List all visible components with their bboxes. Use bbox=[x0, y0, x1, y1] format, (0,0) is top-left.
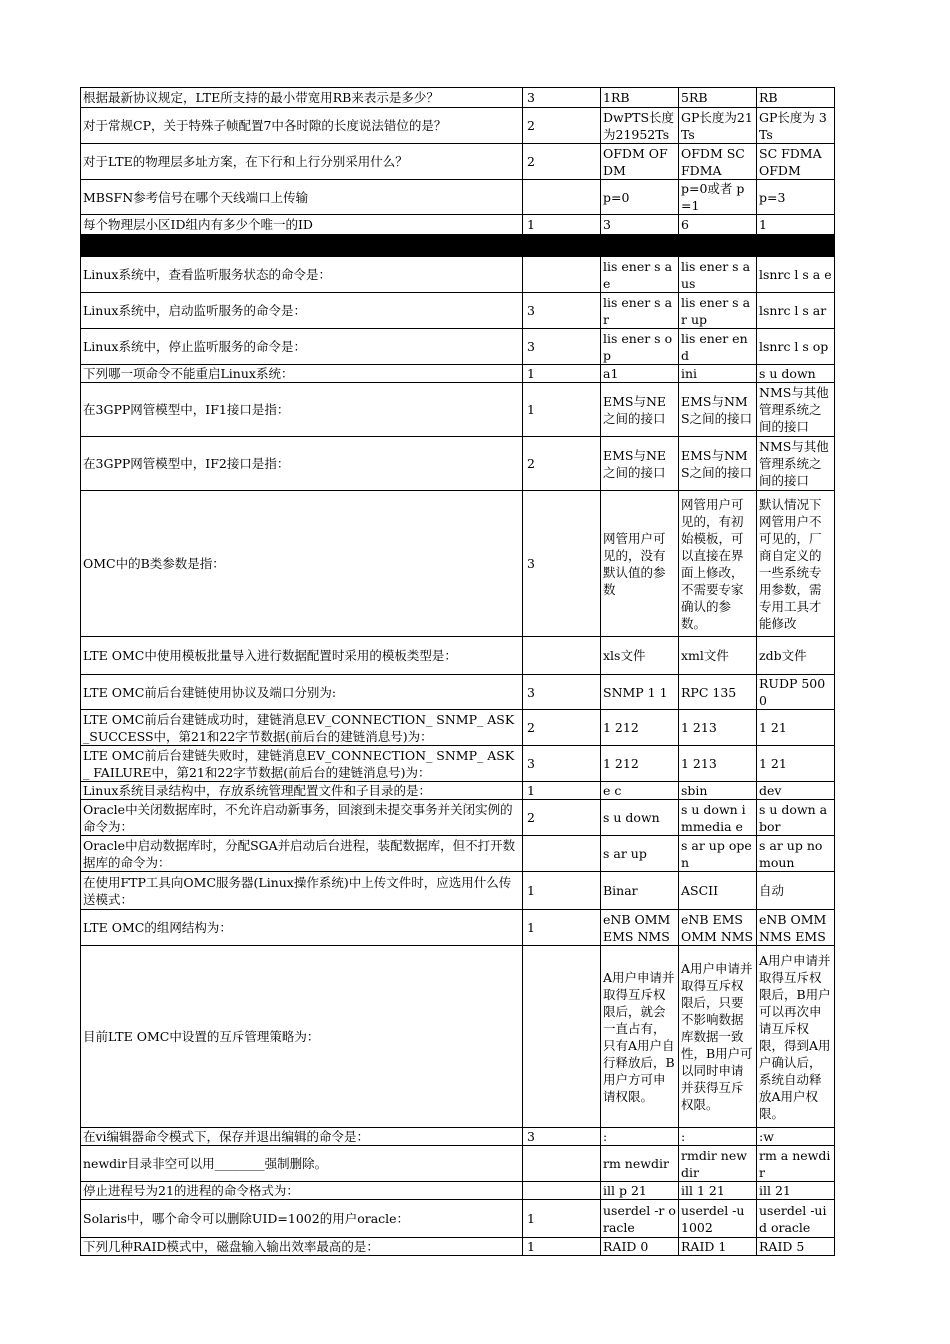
option-b-cell: OFDM SC FDMA bbox=[679, 144, 757, 180]
question-cell: MBSFN参考信号在哪个天线端口上传输 bbox=[81, 180, 523, 215]
option-a-cell: xls文件 bbox=[601, 637, 679, 675]
option-b-cell: ini bbox=[679, 365, 757, 383]
answer-number-cell bbox=[523, 1146, 601, 1182]
option-b-cell: ASCII bbox=[679, 872, 757, 910]
answer-number-cell: 1 bbox=[523, 215, 601, 235]
answer-number-cell: 1 bbox=[523, 383, 601, 437]
option-b-cell: 1 213 bbox=[679, 710, 757, 746]
answer-number-cell: 2 bbox=[523, 710, 601, 746]
table-row bbox=[81, 491, 835, 637]
option-b-cell: sbin bbox=[679, 782, 757, 800]
option-a-cell: a1 bbox=[601, 365, 679, 383]
option-b-cell: : bbox=[679, 1128, 757, 1146]
option-b-cell: p=0或者 p=1 bbox=[679, 180, 757, 215]
table-row bbox=[81, 782, 835, 800]
answer-number-cell bbox=[523, 180, 601, 215]
option-c-cell: ill 21 bbox=[757, 1182, 835, 1200]
question-cell: Linux系统中，停止监听服务的命令是： bbox=[81, 329, 523, 365]
answer-number-cell bbox=[523, 1182, 601, 1200]
option-b-cell: s u down immedia e bbox=[679, 800, 757, 836]
table-row bbox=[81, 108, 835, 144]
option-c-cell: dev bbox=[757, 782, 835, 800]
table-row bbox=[81, 215, 835, 235]
option-c-cell: 1 bbox=[757, 215, 835, 235]
option-b-cell: userdel -u 1002 bbox=[679, 1200, 757, 1238]
option-c-cell: 自动 bbox=[757, 872, 835, 910]
option-c-cell: SC FDMA OFDM bbox=[757, 144, 835, 180]
table-row bbox=[81, 437, 835, 491]
question-cell: Oracle中关闭数据库时，不允许启动新事务，回滚到未提交事务并关闭实例的命令为： bbox=[81, 800, 523, 836]
table-row bbox=[81, 1128, 835, 1146]
question-cell: 在3GPP网管模型中，IF1接口是指： bbox=[81, 383, 523, 437]
table-row bbox=[81, 365, 835, 383]
answer-number-cell: 1 bbox=[523, 1238, 601, 1256]
option-a-cell: p=0 bbox=[601, 180, 679, 215]
table-row bbox=[81, 1182, 835, 1200]
option-a-cell: EMS与NE之间的接口 bbox=[601, 383, 679, 437]
option-b-cell: RAID 1 bbox=[679, 1238, 757, 1256]
option-a-cell: RAID 0 bbox=[601, 1238, 679, 1256]
option-c-cell: s u down abor bbox=[757, 800, 835, 836]
table-row bbox=[81, 710, 835, 746]
option-c-cell: rm a newdir bbox=[757, 1146, 835, 1182]
option-c-cell: 1 21 bbox=[757, 710, 835, 746]
option-b-cell: EMS与NMS之间的接口 bbox=[679, 383, 757, 437]
question-cell: OMC中的B类参数是指： bbox=[81, 491, 523, 637]
question-cell: Linux系统目录结构中，存放系统管理配置文件和子目录的是： bbox=[81, 782, 523, 800]
option-b-cell: A用户申请并取得互斥权限后，只要不影响数据库数据一致性，B用户可以同时申请并获得互斥权限。 bbox=[679, 946, 757, 1128]
option-a-cell bbox=[601, 235, 679, 257]
question-cell: LTE OMC前后台建链使用协议及端口分别为: bbox=[81, 675, 523, 710]
option-c-cell: p=3 bbox=[757, 180, 835, 215]
option-a-cell: DwPTS长度为21952Ts bbox=[601, 108, 679, 144]
answer-number-cell bbox=[523, 946, 601, 1128]
question-cell: 下列哪一项命令不能重启Linux系统： bbox=[81, 365, 523, 383]
option-a-cell: 1RB bbox=[601, 88, 679, 108]
option-a-cell: 网管用户可见的，没有默认值的参数 bbox=[601, 491, 679, 637]
option-c-cell: lsnrc l s op bbox=[757, 329, 835, 365]
table-row bbox=[81, 257, 835, 293]
option-c-cell: lsnrc l s ar bbox=[757, 293, 835, 329]
table-row bbox=[81, 1238, 835, 1256]
answer-number-cell: 3 bbox=[523, 746, 601, 782]
question-cell: newdir目录非空可以用________强制删除。 bbox=[81, 1146, 523, 1182]
answer-number-cell: 3 bbox=[523, 329, 601, 365]
option-a-cell: e c bbox=[601, 782, 679, 800]
option-b-cell: 网管用户可见的，有初始模板，可以直接在界面上修改，不需要专家确认的参数。 bbox=[679, 491, 757, 637]
option-c-cell: eNB OMM NMS EMS bbox=[757, 910, 835, 946]
answer-number-cell bbox=[523, 235, 601, 257]
option-a-cell: lis ener s ar bbox=[601, 293, 679, 329]
option-c-cell: RB bbox=[757, 88, 835, 108]
option-a-cell: s u down bbox=[601, 800, 679, 836]
table-row bbox=[81, 800, 835, 836]
table-row bbox=[81, 383, 835, 437]
option-b-cell: RPC 135 bbox=[679, 675, 757, 710]
question-cell: 下列几种RAID模式中，磁盘输入输出效率最高的是： bbox=[81, 1238, 523, 1256]
option-c-cell: zdb文件 bbox=[757, 637, 835, 675]
option-a-cell: 3 bbox=[601, 215, 679, 235]
option-b-cell bbox=[679, 235, 757, 257]
option-a-cell: A用户申请并取得互斥权限后，就会一直占有，只有A用户自行释放后，B用户方可申请权限。 bbox=[601, 946, 679, 1128]
option-b-cell: EMS与NMS之间的接口 bbox=[679, 437, 757, 491]
table-row bbox=[81, 675, 835, 710]
table-row bbox=[81, 1200, 835, 1238]
answer-number-cell bbox=[523, 637, 601, 675]
option-a-cell: 1 212 bbox=[601, 746, 679, 782]
option-a-cell: ill p 21 bbox=[601, 1182, 679, 1200]
option-c-cell: GP长度为 3 Ts bbox=[757, 108, 835, 144]
answer-number-cell: 3 bbox=[523, 491, 601, 637]
answer-number-cell bbox=[523, 257, 601, 293]
question-cell: 对于常规CP，关于特殊子帧配置7中各时隙的长度说法错位的是？ bbox=[81, 108, 523, 144]
answer-number-cell: 1 bbox=[523, 1200, 601, 1238]
table-row bbox=[81, 293, 835, 329]
option-c-cell: s ar up nomoun bbox=[757, 836, 835, 872]
option-a-cell: lis ener s a e bbox=[601, 257, 679, 293]
answer-number-cell: 3 bbox=[523, 675, 601, 710]
option-b-cell: lis ener s ar up bbox=[679, 293, 757, 329]
table-row bbox=[81, 144, 835, 180]
option-b-cell: xml文件 bbox=[679, 637, 757, 675]
option-b-cell: ill 1 21 bbox=[679, 1182, 757, 1200]
question-table bbox=[80, 87, 835, 1256]
option-c-cell: userdel -uid oracle bbox=[757, 1200, 835, 1238]
table-row bbox=[81, 946, 835, 1128]
table-row bbox=[81, 910, 835, 946]
option-c-cell: s u down bbox=[757, 365, 835, 383]
option-b-cell: lis ener s a us bbox=[679, 257, 757, 293]
option-c-cell: RUDP 5000 bbox=[757, 675, 835, 710]
answer-number-cell: 2 bbox=[523, 437, 601, 491]
table-row bbox=[81, 180, 835, 215]
table-row bbox=[81, 872, 835, 910]
answer-number-cell: 1 bbox=[523, 782, 601, 800]
option-a-cell: : bbox=[601, 1128, 679, 1146]
option-b-cell: s ar up open bbox=[679, 836, 757, 872]
table-row bbox=[81, 329, 835, 365]
option-c-cell: A用户申请并取得互斥权限后，B用户可以再次申请互斥权限，得到A用户确认后，系统自动释放A用户权限。 bbox=[757, 946, 835, 1128]
question-cell: 每个物理层小区ID组内有多少个唯一的ID bbox=[81, 215, 523, 235]
option-b-cell: eNB EMS OMM NMS bbox=[679, 910, 757, 946]
answer-number-cell: 1 bbox=[523, 910, 601, 946]
answer-number-cell: 2 bbox=[523, 800, 601, 836]
answer-number-cell: 1 bbox=[523, 872, 601, 910]
section-divider-row bbox=[81, 235, 835, 257]
question-cell bbox=[81, 235, 523, 257]
question-cell: Linux系统中，启动监听服务的命令是： bbox=[81, 293, 523, 329]
option-c-cell: RAID 5 bbox=[757, 1238, 835, 1256]
question-cell: Solaris中，哪个命令可以删除UID=1002的用户oracle： bbox=[81, 1200, 523, 1238]
answer-number-cell: 2 bbox=[523, 144, 601, 180]
option-c-cell: 1 21 bbox=[757, 746, 835, 782]
question-cell: 在vi编辑器命令模式下，保存并退出编辑的命令是： bbox=[81, 1128, 523, 1146]
table-row bbox=[81, 746, 835, 782]
table-row bbox=[81, 88, 835, 108]
option-a-cell: s ar up bbox=[601, 836, 679, 872]
option-c-cell bbox=[757, 235, 835, 257]
question-cell: 根据最新协议规定，LTE所支持的最小带宽用RB来表示是多少？ bbox=[81, 88, 523, 108]
option-a-cell: Binar bbox=[601, 872, 679, 910]
option-c-cell: 默认情况下网管用户不可见的，厂商自定义的一些系统专用参数，需专用工具才能修改 bbox=[757, 491, 835, 637]
option-a-cell: 1 212 bbox=[601, 710, 679, 746]
question-table-body bbox=[81, 88, 835, 1256]
question-cell: 停止进程号为21的进程的命令格式为： bbox=[81, 1182, 523, 1200]
option-b-cell: GP长度为21 Ts bbox=[679, 108, 757, 144]
option-a-cell: rm newdir bbox=[601, 1146, 679, 1182]
question-cell: LTE OMC中使用模板批量导入进行数据配置时采用的模板类型是： bbox=[81, 637, 523, 675]
option-b-cell: 6 bbox=[679, 215, 757, 235]
option-b-cell: 1 213 bbox=[679, 746, 757, 782]
answer-number-cell: 3 bbox=[523, 88, 601, 108]
table-row bbox=[81, 637, 835, 675]
option-b-cell: 5RB bbox=[679, 88, 757, 108]
table-row bbox=[81, 1146, 835, 1182]
question-cell: 目前LTE OMC中设置的互斥管理策略为： bbox=[81, 946, 523, 1128]
option-a-cell: SNMP 1 1 bbox=[601, 675, 679, 710]
question-cell: Linux系统中，查看监听服务状态的命令是： bbox=[81, 257, 523, 293]
answer-number-cell: 1 bbox=[523, 365, 601, 383]
option-c-cell: :w bbox=[757, 1128, 835, 1146]
option-b-cell: rmdir newdir bbox=[679, 1146, 757, 1182]
answer-number-cell: 3 bbox=[523, 1128, 601, 1146]
question-cell: 在使用FTP工具向OMC服务器(Linux操作系统)中上传文件时，应选用什么传送模式： bbox=[81, 872, 523, 910]
option-a-cell: userdel -r oracle bbox=[601, 1200, 679, 1238]
option-a-cell: OFDM OFDM bbox=[601, 144, 679, 180]
option-a-cell: eNB OMM EMS NMS bbox=[601, 910, 679, 946]
question-cell: Oracle中启动数据库时，分配SGA并启动后台进程，装配数据库，但不打开数据库的命令为： bbox=[81, 836, 523, 872]
option-c-cell: NMS与其他管理系统之间的接口 bbox=[757, 383, 835, 437]
question-cell: 在3GPP网管模型中，IF2接口是指： bbox=[81, 437, 523, 491]
answer-number-cell bbox=[523, 836, 601, 872]
table-row bbox=[81, 836, 835, 872]
question-cell: LTE OMC前后台建链成功时，建链消息EV_CONNECTION_ SNMP_ ASK_SUCCESS中，第21和22字节数据(前后台的建链消息号)为： bbox=[81, 710, 523, 746]
option-a-cell: EMS与NE之间的接口 bbox=[601, 437, 679, 491]
option-c-cell: NMS与其他管理系统之间的接口 bbox=[757, 437, 835, 491]
question-cell: 对于LTE的物理层多址方案，在下行和上行分别采用什么？ bbox=[81, 144, 523, 180]
answer-number-cell: 3 bbox=[523, 293, 601, 329]
option-b-cell: lis ener end bbox=[679, 329, 757, 365]
question-cell: LTE OMC前后台建链失败时，建链消息EV_CONNECTION_ SNMP_ ASK_ FAILURE中，第21和22字节数据(前后台的建链消息号)为： bbox=[81, 746, 523, 782]
question-cell: LTE OMC的组网结构为： bbox=[81, 910, 523, 946]
option-c-cell: lsnrc l s a e bbox=[757, 257, 835, 293]
answer-number-cell: 2 bbox=[523, 108, 601, 144]
option-a-cell: lis ener s op bbox=[601, 329, 679, 365]
